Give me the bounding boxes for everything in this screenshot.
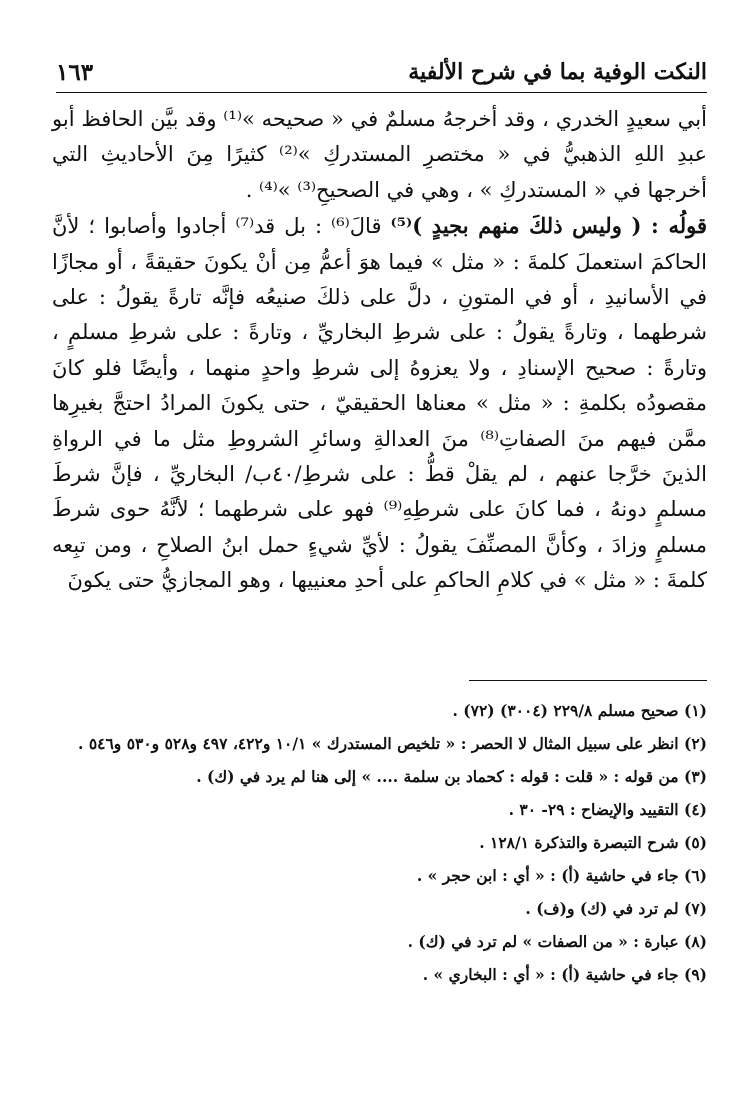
footnotes bbox=[52, 694, 707, 991]
footnote-7: (٧) لم ترد في (ك) و(ف) . bbox=[525, 899, 707, 918]
footnote-2: (٢) انظر على سبيل المثال لا الحصر : « تلخيص المستدرك » ١٠/١ و٤٢٢، ٤٩٧ و٥٢٨ و٥٣٠ و٥٤٦ . bbox=[78, 734, 707, 753]
paragraph-2 bbox=[52, 208, 707, 598]
footnote-separator bbox=[469, 680, 707, 681]
footnote-9: (٩) جاء في حاشية (أ) : « أي : البخاري » . bbox=[422, 965, 707, 984]
book-title: النكت الوفية بما في شرح الألفية bbox=[408, 59, 707, 85]
page-number: ١٦٣ bbox=[56, 58, 94, 86]
paragraph-1: أبي سعيدٍ الخدري ، وقد أخرجهُ مسلمٌ في « صحيحه »⁽¹⁾ وقد بيَّن الحافظ أبو عبدِ اللهِ الذهبيُّ في « مختصرِ المستدركِ »⁽²⁾ كثيرًا مِنَ الأحاديثِ التي أخرجها في « المستدركِ » ، وهي في الصحيحِ⁽³⁾ »⁽⁴⁾ . bbox=[52, 107, 707, 202]
running-header bbox=[56, 52, 707, 93]
footnote-4: (٤) التقييد والإيضاح : ٢٩- ٣٠ . bbox=[508, 800, 707, 819]
footnote-3: (٣) من قوله : « قلت : قوله : كحماد بن سلمة .... » إلى هنا لم يرد في (ك) . bbox=[196, 767, 707, 786]
footnote-6: (٦) جاء في حاشية (أ) : « أي : ابن حجر » . bbox=[416, 866, 707, 885]
footnote-8: (٨) عبارة : « من الصفات » لم ترد في (ك) . bbox=[407, 932, 707, 951]
quoted-lemma: قولُه : ( وليس ذلكَ منهم بجيدٍ )⁽⁵⁾ bbox=[390, 213, 708, 239]
paragraph-2-text: قالَ⁽⁶⁾ : بل قد⁽⁷⁾ أجادوا وأصابوا ؛ لأنَّ الحاكمَ استعملَ كلمةَ : « مثل » فيما هوَ أعمُّ مِن أنْ يكونَ حقيقةً ، أو مجازًا في الأسانيدِ ، أو في المتونِ ، دلَّ على ذلكَ صنيعُه فإنَّه تارةً يقولُ : على شرطهما ، وتارةً يقولُ : على شرطِ البخاريِّ ، وتارةً : على شرطِ مسلمٍ ، وتارةً : صحيح الإسنادِ ، ولا يعزوهُ إلى شرطِ واحدٍ منهما ، وأيضًا فلو كانَ مقصودُه بكلمةِ : « مثل » معناها الحقيقيّ ، حتى يكونَ المرادُ احتجَّ بغيرِها ممَّن فيهم منَ الصفاتِ⁽⁸⁾ منَ العدالةِ وسائرِ الشروطِ مثل ما في الرواةِ الذينَ خرَّجا عنهم ، لم يقلْ قطُّ : على شرطِ/٤٠ب/ البخاريِّ ، فإنَّ شرطَ مسلمٍ دونهُ ، فما كانَ على شرطِهِ⁽⁹⁾ فهو على شرطهما ؛ لأنَّهُ حوى شرطَ مسلمٍ وزادَ ، وكأنَّ المصنِّفَ يقولُ : لأيِّ شيءٍ حمل ابنُ الصلاحِ ، ومن تبِعه كلمةَ : « مثل » في كلامِ الحاكمِ على أحدِ معنييها ، وهو المجازيُّ حتى يكونَ bbox=[52, 214, 708, 593]
footnote-1: (١) صحيح مسلم ٢٢٩/٨ (٣٠٠٤) (٧٢) . bbox=[452, 701, 707, 720]
footnote-5: (٥) شرح التبصرة والتذكرة ١٢٨/١ . bbox=[479, 833, 707, 852]
main-text bbox=[52, 102, 707, 599]
